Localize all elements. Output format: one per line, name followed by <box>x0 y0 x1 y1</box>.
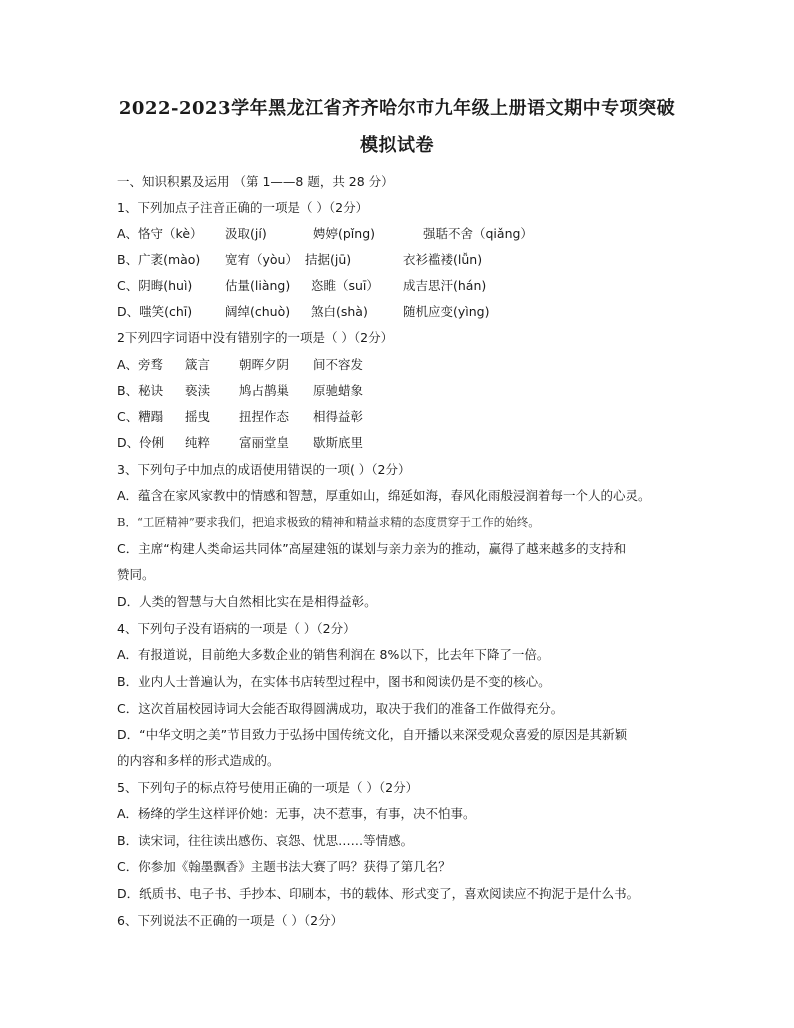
question-2-option-d <box>117 434 363 452</box>
question-5-option-d: D．纸质书、电子书、手抄本、印刷本，书的载体、形式变了，喜欢阅读应不拘泥于是什么书。 <box>117 886 640 901</box>
question-4-option-b: B．业内人士普遍认为，在实体书店转型过程中，图书和阅读仍是不变的核心。 <box>117 674 551 689</box>
question-5-option-c: C．你参加《翰墨飘香》主题书法大赛了吗？获得了第几名？ <box>117 859 451 874</box>
option-word: 鸠占鹊巢 <box>239 383 290 398</box>
question-2-stem: 2下列四字词语中没有错别字的一项是（ ）（2分） <box>117 330 394 345</box>
option-word: 间不容发 <box>313 357 364 372</box>
question-3-option-b: B．“工匠精神”要求我们，把追求极致的精神和精益求精的态度贯穿于工作的始终。 <box>117 515 540 529</box>
option-word: 亵渎 <box>185 383 211 398</box>
option-word: 汲取(jí) <box>225 226 267 241</box>
question-1-stem: 1、下列加点子注音正确的一项是（ ）（2分） <box>117 200 369 215</box>
question-2-option-a <box>117 356 363 374</box>
option-word: B、广袤(mào) <box>117 252 201 267</box>
option-word: 相得益彰 <box>313 409 364 424</box>
question-6-stem: 6、下列说法不正确的一项是（ ）（2分） <box>117 913 344 928</box>
option-word: 歇斯底里 <box>313 435 364 450</box>
question-5-stem: 5、下列句子的标点符号使用正确的一项是（ ）（2分） <box>117 780 419 795</box>
option-word: 随机应变(yìng) <box>403 304 490 319</box>
option-word: 拮据(jū) <box>305 252 352 267</box>
option-word: B、秘诀 <box>117 383 164 398</box>
question-1-option-b <box>117 251 482 269</box>
question-3-option-c-cont: 赞同。 <box>117 567 155 582</box>
option-word: A、恪守（kè） <box>117 226 203 241</box>
question-1-option-c <box>117 277 486 295</box>
option-word: 原驰蜡象 <box>313 383 364 398</box>
option-word: D、伶俐 <box>117 435 165 450</box>
question-5-option-b: B．读宋词，往往读出感伤、哀怨、忧思……等情感。 <box>117 833 414 848</box>
option-word: 煞白(shà) <box>311 304 368 319</box>
question-4-option-a: A．有报道说，目前绝大多数企业的销售利润在 8%以下，比去年下降了一倍。 <box>117 647 550 662</box>
section-heading: 一、知识积累及运用 （第 1——8 题，共 28 分） <box>117 174 394 189</box>
page-title-line2: 模拟试卷 <box>360 135 434 156</box>
question-2-option-c <box>117 408 363 426</box>
question-4-stem: 4、下列句子没有语病的一项是（ ）（2分） <box>117 621 356 636</box>
option-word: 强聒不舍（qiǎng） <box>423 226 533 241</box>
option-word: C、阴晦(huì) <box>117 278 193 293</box>
option-word: A、旁骛 <box>117 357 164 372</box>
option-word: 朝晖夕阴 <box>239 357 290 372</box>
option-word: 娉婷(pǐng) <box>313 226 376 241</box>
question-3-option-a: A．蕴含在家风家教中的情感和智慧，厚重如山，绵延如海，春风化雨般浸润着每一个人的心灵。 <box>117 488 651 503</box>
option-word: 恣睢（suī） <box>311 278 379 293</box>
option-word: 箴言 <box>185 357 211 372</box>
option-word: C、糟蹋 <box>117 409 164 424</box>
question-3-stem: 3、下列句子中加点的成语使用错误的一项( ）（2分） <box>117 462 411 477</box>
question-5-option-a: A．杨绛的学生这样评价她：无事，决不惹事，有事，决不怕事。 <box>117 806 476 821</box>
option-word: 纯粹 <box>185 435 211 450</box>
page-title-line1: 2022-2023学年黑龙江省齐齐哈尔市九年级上册语文期中专项突破 <box>118 98 676 119</box>
question-3-option-c: C．主席“构建人类命运共同体”高屋建瓴的谋划与亲力亲为的推动，赢得了越来越多的支持和 <box>117 541 627 556</box>
option-word: 估量(liàng) <box>225 278 291 293</box>
question-1-option-a <box>117 225 533 243</box>
question-4-option-d-cont: 的内容和多样的形式造成的。 <box>117 753 280 768</box>
question-3-option-d: D．人类的智慧与大自然相比实在是相得益彰。 <box>117 594 377 609</box>
option-word: 宽宥（yòu） <box>225 252 298 267</box>
question-4-option-d: D．“中华文明之美”节目致力于弘扬中国传统文化，自开播以来深受观众喜爱的原因是其新颖 <box>117 727 628 742</box>
option-word: 扭捏作态 <box>239 409 290 424</box>
option-word: 成吉思汗(hán) <box>403 278 487 293</box>
option-word: 摇曳 <box>185 409 211 424</box>
question-4-option-c: C．这次首届校园诗词大会能否取得圆满成功，取决于我们的准备工作做得充分。 <box>117 701 564 716</box>
option-word: 衣衫褴褛(lǚn) <box>403 252 483 267</box>
option-word: 富丽堂皇 <box>239 435 290 450</box>
question-2-option-b <box>117 382 363 400</box>
question-1-option-d <box>117 303 489 321</box>
option-word: D、嗤笑(chī) <box>117 304 193 319</box>
option-word: 阔绰(chuò) <box>225 304 291 319</box>
